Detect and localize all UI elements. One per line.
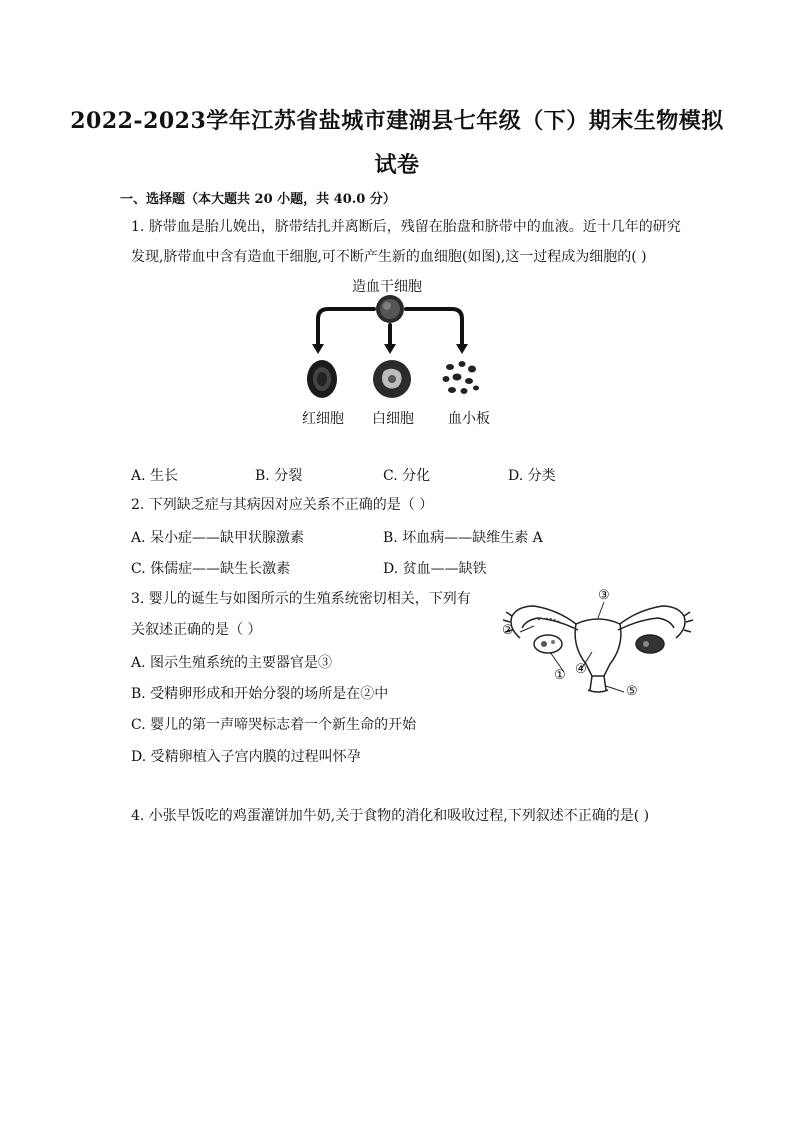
exam-title-line2: 试卷 <box>374 152 420 178</box>
marker-5: ⑤ <box>626 684 638 699</box>
q2-stem: 2. 下列缺乏症与其病因对应关系不正确的是（ ） <box>131 497 434 513</box>
marker-3: ③ <box>598 588 610 603</box>
q2-option-a: A. 呆小症——缺甲状腺激素 <box>131 530 305 546</box>
q1-option-c: C. 分化 <box>383 468 431 484</box>
q2-option-c: C. 侏儒症——缺生长激素 <box>131 561 291 577</box>
figure-label-platelet: 血小板 <box>448 411 490 427</box>
q3-option-b: B. 受精卵形成和开始分裂的场所是在②中 <box>131 686 389 702</box>
marker-4: ④ <box>575 662 587 677</box>
marker-1: ① <box>554 668 566 683</box>
figure-label-red-blood-cell: 红细胞 <box>302 411 344 427</box>
q1-option-b: B. 分裂 <box>255 468 303 484</box>
marker-2: ② <box>502 623 514 638</box>
blood-cell-diagram <box>300 292 500 402</box>
q2-option-b: B. 坏血病——缺维生素 A <box>383 530 543 546</box>
q3-option-d: D. 受精卵植入子宫内膜的过程叫怀孕 <box>131 749 361 765</box>
q1-option-d: D. 分类 <box>508 468 556 484</box>
section-header: 一、选择题（本大题共 20 小题，共 40.0 分） <box>120 192 396 207</box>
right-ovary-icon <box>636 635 664 653</box>
q4-stem: 4. 小张早饭吃的鸡蛋灌饼加牛奶,关于食物的消化和吸收过程,下列叙述不正确的是( ) <box>131 808 650 824</box>
q2-option-d: D. 贫血——缺铁 <box>383 561 487 577</box>
q1-option-a: A. 生长 <box>131 468 179 484</box>
q1-stem-line2: 发现,脐带血中含有造血干细胞,可不断产生新的血细胞(如图),这一过程成为细胞的( ) <box>131 249 647 265</box>
female-reproductive-system-diagram <box>498 586 698 704</box>
q3-option-a: A. 图示生殖系统的主要器官是③ <box>131 655 333 671</box>
exam-title-line1: 2022-2023学年江苏省盐城市建湖县七年级（下）期末生物模拟 <box>70 108 724 134</box>
red-blood-cell-icon <box>307 360 337 398</box>
figure-label-stem-cell: 造血干细胞 <box>352 279 422 295</box>
white-blood-cell-icon <box>373 360 411 398</box>
left-ovary-icon <box>534 635 562 653</box>
arrow-heads <box>312 344 468 354</box>
q3-option-c: C. 婴儿的第一声啼哭标志着一个新生命的开始 <box>131 717 417 733</box>
q1-stem-line1: 1. 脐带血是胎儿娩出，脐带结扎并离断后，残留在胎盘和脐带中的血液。近十几年的研究 <box>131 219 681 235</box>
q3-stem-line2: 关叙述正确的是（ ） <box>131 622 262 638</box>
platelets-icon <box>443 361 480 394</box>
q3-stem-line1: 3. 婴儿的诞生与如图所示的生殖系统密切相关，下列有 <box>131 591 471 607</box>
stem-cell-icon <box>376 295 404 323</box>
figure-label-white-blood-cell: 白细胞 <box>372 411 414 427</box>
